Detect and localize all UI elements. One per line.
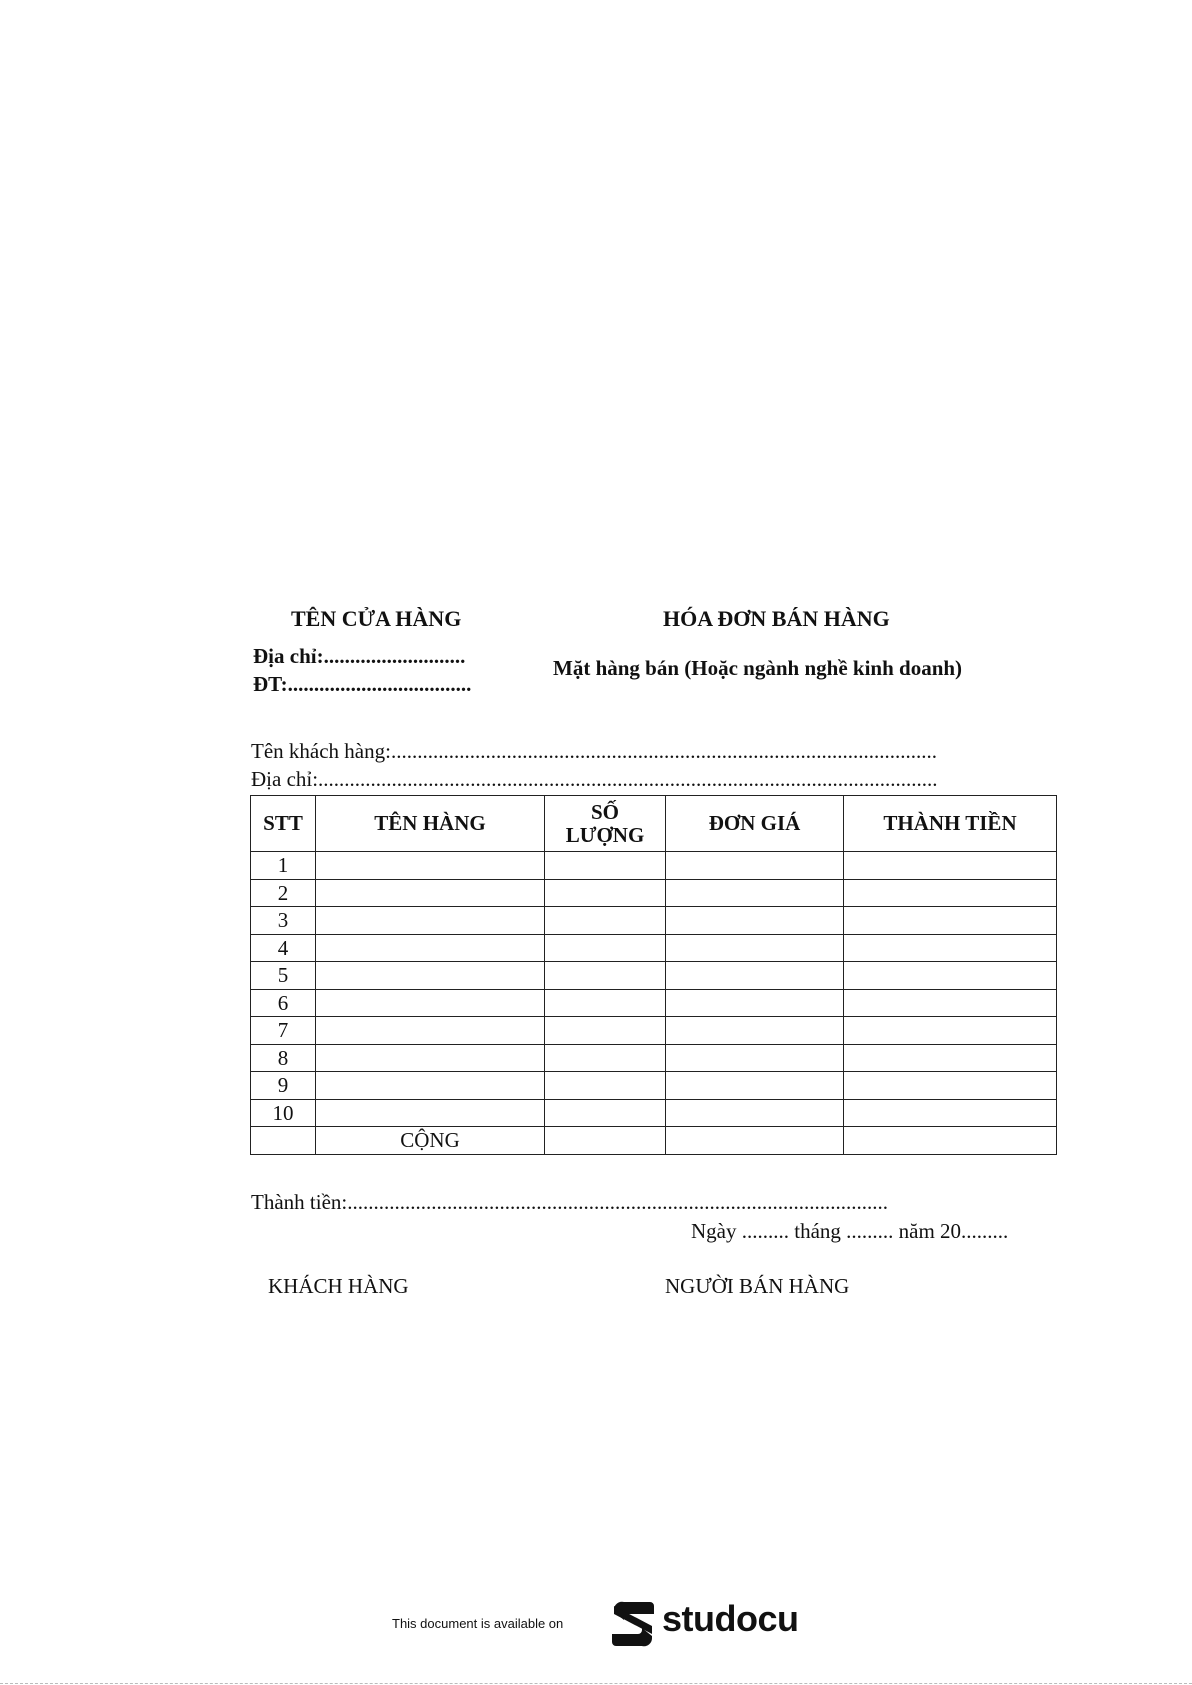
cell-item-name — [316, 907, 545, 935]
row-number: 8 — [251, 1044, 316, 1072]
table-row — [251, 1017, 1057, 1045]
cell-amount — [844, 989, 1057, 1017]
cell-item-name — [316, 1072, 545, 1100]
cell-quantity — [545, 879, 666, 907]
row-number: 9 — [251, 1072, 316, 1100]
cell-unit-price — [666, 934, 844, 962]
cell-unit-price — [666, 962, 844, 990]
availability-note: This document is available on — [392, 1616, 564, 1631]
cell-amount — [844, 1099, 1057, 1127]
row-number: 3 — [251, 907, 316, 935]
cell-item-name — [316, 1044, 545, 1072]
cell-item-name — [316, 1099, 545, 1127]
cell-quantity — [545, 962, 666, 990]
cell-quantity — [545, 852, 666, 880]
row-number: 10 — [251, 1099, 316, 1127]
total-amount — [844, 1127, 1057, 1155]
seller-signature-label: NGƯỜI BÁN HÀNG — [665, 1274, 850, 1298]
table-row — [251, 1044, 1057, 1072]
cell-unit-price — [666, 852, 844, 880]
total-unit-price — [666, 1127, 844, 1155]
date-line: Ngày ......... tháng ......... năm 20......... — [691, 1219, 1009, 1243]
invoice-title: HÓA ĐƠN BÁN HÀNG — [663, 606, 890, 631]
total-money-field: Thành tiền:....................................................................................................... — [251, 1190, 888, 1214]
table-row — [251, 852, 1057, 880]
cell-unit-price — [666, 879, 844, 907]
row-number: 1 — [251, 852, 316, 880]
table-row — [251, 962, 1057, 990]
cell-quantity — [545, 934, 666, 962]
cell-amount — [844, 962, 1057, 990]
cell-amount — [844, 879, 1057, 907]
cell-quantity — [545, 907, 666, 935]
cell-unit-price — [666, 1072, 844, 1100]
customer-name-field: Tên khách hàng:........................................................................................................ — [251, 739, 937, 763]
studocu-logo-icon — [610, 1600, 656, 1648]
header-stt: STT — [251, 796, 316, 852]
row-number: 6 — [251, 989, 316, 1017]
customer-address-field: Địa chỉ:...................................................................................................................... — [251, 767, 938, 791]
total-row-stt — [251, 1127, 316, 1155]
table-row — [251, 989, 1057, 1017]
table-row — [251, 1099, 1057, 1127]
cell-item-name — [316, 934, 545, 962]
total-label: CỘNG — [316, 1127, 545, 1155]
table-row — [251, 1072, 1057, 1100]
cell-item-name — [316, 879, 545, 907]
cell-amount — [844, 1044, 1057, 1072]
row-number: 5 — [251, 962, 316, 990]
cell-item-name — [316, 1017, 545, 1045]
store-address-field: Địa chỉ:........................... — [253, 644, 466, 668]
cell-quantity — [545, 1099, 666, 1127]
cell-quantity — [545, 1044, 666, 1072]
cell-unit-price — [666, 1044, 844, 1072]
header-item-name: TÊN HÀNG — [316, 796, 545, 852]
cell-unit-price — [666, 989, 844, 1017]
studocu-wordmark: studocu — [662, 1598, 799, 1639]
table-row — [251, 879, 1057, 907]
cell-item-name — [316, 989, 545, 1017]
table-header-row — [251, 796, 1057, 852]
cell-item-name — [316, 852, 545, 880]
cell-unit-price — [666, 1099, 844, 1127]
invoice-table — [250, 795, 1057, 1155]
cell-amount — [844, 852, 1057, 880]
header-quantity-line1: SỐ — [590, 800, 619, 825]
table-row — [251, 907, 1057, 935]
table-row — [251, 934, 1057, 962]
header-quantity-line2: LƯỢNG — [565, 822, 645, 847]
cell-amount — [844, 1017, 1057, 1045]
store-phone-field: ĐT:................................... — [253, 672, 472, 696]
cell-quantity — [545, 1072, 666, 1100]
row-number: 7 — [251, 1017, 316, 1045]
cell-amount — [844, 907, 1057, 935]
goods-category-line: Mặt hàng bán (Hoặc ngành nghề kinh doanh) — [553, 656, 963, 680]
cell-quantity — [545, 989, 666, 1017]
header-unit-price: ĐƠN GIÁ — [666, 796, 844, 852]
header-quantity — [545, 796, 666, 852]
row-number: 4 — [251, 934, 316, 962]
cell-amount — [844, 1072, 1057, 1100]
row-number: 2 — [251, 879, 316, 907]
customer-signature-label: KHÁCH HÀNG — [268, 1274, 409, 1298]
cell-item-name — [316, 962, 545, 990]
header-amount: THÀNH TIỀN — [844, 796, 1057, 852]
cell-quantity — [545, 1017, 666, 1045]
cell-unit-price — [666, 907, 844, 935]
total-quantity — [545, 1127, 666, 1155]
cell-unit-price — [666, 1017, 844, 1045]
cell-amount — [844, 934, 1057, 962]
store-name: TÊN CỬA HÀNG — [291, 606, 462, 631]
table-total-row — [251, 1127, 1057, 1155]
